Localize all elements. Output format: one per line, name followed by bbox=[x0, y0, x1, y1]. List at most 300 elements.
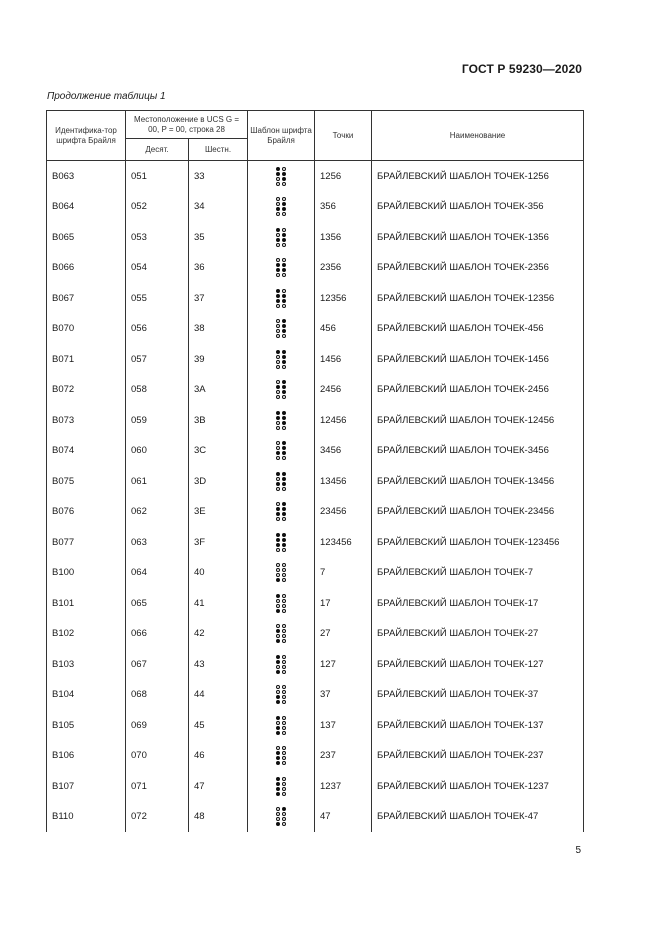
braille-dot bbox=[276, 695, 280, 699]
cell-name: БРАЙЛЕВСКИЙ ШАБЛОН ТОЧЕК-1256 bbox=[372, 161, 584, 192]
cell-name: БРАЙЛЕВСКИЙ ШАБЛОН ТОЧЕК-356 bbox=[372, 192, 584, 223]
cell-dec: 056 bbox=[126, 314, 189, 345]
cell-name: БРАЙЛЕВСКИЙ ШАБЛОН ТОЧЕК-123456 bbox=[372, 527, 584, 558]
braille-dot bbox=[276, 761, 280, 765]
table-row bbox=[47, 314, 584, 345]
table-row bbox=[47, 527, 584, 558]
cell-dec: 055 bbox=[126, 283, 189, 314]
cell-dots: 7 bbox=[315, 558, 372, 589]
cell-dec: 052 bbox=[126, 192, 189, 223]
braille-dot bbox=[276, 624, 280, 628]
braille-dot bbox=[282, 604, 286, 608]
braille-dot bbox=[282, 365, 286, 369]
braille-dot bbox=[276, 721, 280, 725]
cell-name: БРАЙЛЕВСКИЙ ШАБЛОН ТОЧЕК-2456 bbox=[372, 375, 584, 406]
braille-dot bbox=[282, 411, 286, 415]
cell-name: БРАЙЛЕВСКИЙ ШАБЛОН ТОЧЕК-2356 bbox=[372, 253, 584, 284]
braille-dot bbox=[282, 629, 286, 633]
cell-hex: 3F bbox=[189, 527, 248, 558]
cell-dots: 237 bbox=[315, 741, 372, 772]
braille-dot bbox=[276, 228, 280, 232]
braille-dot bbox=[282, 517, 286, 521]
cell-pattern bbox=[248, 802, 315, 833]
braille-dot bbox=[276, 756, 280, 760]
braille-dot bbox=[282, 202, 286, 206]
header-dec: Десят. bbox=[126, 139, 189, 161]
cell-dec: 061 bbox=[126, 466, 189, 497]
braille-dot bbox=[276, 446, 280, 450]
braille-dot bbox=[276, 268, 280, 272]
cell-dots: 23456 bbox=[315, 497, 372, 528]
braille-dot bbox=[282, 787, 286, 791]
cell-pattern bbox=[248, 619, 315, 650]
cell-pattern bbox=[248, 222, 315, 253]
braille-pattern-icon bbox=[276, 441, 287, 461]
braille-dot bbox=[276, 182, 280, 186]
braille-dot bbox=[276, 726, 280, 730]
braille-dot bbox=[282, 446, 286, 450]
cell-hex: 35 bbox=[189, 222, 248, 253]
braille-dot bbox=[282, 695, 286, 699]
braille-dot bbox=[276, 385, 280, 389]
cell-id: B103 bbox=[47, 649, 126, 680]
braille-pattern-icon bbox=[276, 563, 287, 583]
cell-pattern bbox=[248, 344, 315, 375]
cell-pattern bbox=[248, 314, 315, 345]
cell-dec: 064 bbox=[126, 558, 189, 589]
cell-pattern bbox=[248, 161, 315, 192]
cell-name: БРАЙЛЕВСКИЙ ШАБЛОН ТОЧЕК-7 bbox=[372, 558, 584, 589]
braille-dot bbox=[282, 502, 286, 506]
cell-id: B063 bbox=[47, 161, 126, 192]
braille-dot bbox=[276, 563, 280, 567]
table-row bbox=[47, 649, 584, 680]
braille-dot bbox=[282, 385, 286, 389]
braille-dot bbox=[282, 487, 286, 491]
cell-dots: 3456 bbox=[315, 436, 372, 467]
table-row bbox=[47, 619, 584, 650]
cell-name: БРАЙЛЕВСКИЙ ШАБЛОН ТОЧЕК-27 bbox=[372, 619, 584, 650]
cell-name: БРАЙЛЕВСКИЙ ШАБЛОН ТОЧЕК-23456 bbox=[372, 497, 584, 528]
braille-pattern-icon bbox=[276, 319, 287, 339]
cell-pattern bbox=[248, 405, 315, 436]
braille-dot bbox=[276, 319, 280, 323]
table-row bbox=[47, 741, 584, 772]
braille-dot bbox=[282, 258, 286, 262]
table-row bbox=[47, 283, 584, 314]
braille-dot bbox=[276, 451, 280, 455]
cell-dots: 2356 bbox=[315, 253, 372, 284]
braille-dot bbox=[282, 812, 286, 816]
cell-id: B102 bbox=[47, 619, 126, 650]
table-row bbox=[47, 588, 584, 619]
braille-dot bbox=[282, 573, 286, 577]
braille-dot bbox=[276, 594, 280, 598]
braille-dot bbox=[282, 289, 286, 293]
braille-dot bbox=[276, 817, 280, 821]
braille-dot bbox=[276, 634, 280, 638]
braille-table bbox=[46, 110, 584, 832]
braille-pattern-icon bbox=[276, 258, 287, 278]
braille-dot bbox=[282, 634, 286, 638]
header-dots: Точки bbox=[315, 111, 372, 161]
cell-dec: 057 bbox=[126, 344, 189, 375]
table-row bbox=[47, 710, 584, 741]
braille-dot bbox=[276, 416, 280, 420]
table-row bbox=[47, 771, 584, 802]
cell-hex: 39 bbox=[189, 344, 248, 375]
braille-dot bbox=[276, 258, 280, 262]
cell-dec: 065 bbox=[126, 588, 189, 619]
braille-dot bbox=[276, 782, 280, 786]
braille-pattern-icon bbox=[276, 776, 287, 796]
cell-dots: 137 bbox=[315, 710, 372, 741]
braille-pattern-icon bbox=[276, 227, 287, 247]
braille-dot bbox=[276, 304, 280, 308]
braille-pattern-icon bbox=[276, 532, 287, 552]
braille-dot bbox=[276, 395, 280, 399]
table-row bbox=[47, 253, 584, 284]
cell-name: БРАЙЛЕВСКИЙ ШАБЛОН ТОЧЕК-127 bbox=[372, 649, 584, 680]
braille-dot bbox=[276, 324, 280, 328]
braille-dot bbox=[276, 233, 280, 237]
table-row bbox=[47, 222, 584, 253]
braille-dot bbox=[282, 355, 286, 359]
braille-dot bbox=[282, 207, 286, 211]
cell-dots: 1256 bbox=[315, 161, 372, 192]
table-row bbox=[47, 344, 584, 375]
braille-dot bbox=[276, 273, 280, 277]
braille-dot bbox=[276, 426, 280, 430]
cell-id: B110 bbox=[47, 802, 126, 833]
cell-dots: 17 bbox=[315, 588, 372, 619]
braille-dot bbox=[276, 538, 280, 542]
braille-dot bbox=[282, 685, 286, 689]
cell-hex: 47 bbox=[189, 771, 248, 802]
cell-id: B066 bbox=[47, 253, 126, 284]
braille-dot bbox=[282, 817, 286, 821]
cell-dec: 053 bbox=[126, 222, 189, 253]
braille-pattern-icon bbox=[276, 288, 287, 308]
cell-pattern bbox=[248, 680, 315, 711]
table-row bbox=[47, 436, 584, 467]
braille-dot bbox=[282, 334, 286, 338]
braille-dot bbox=[282, 319, 286, 323]
braille-dot bbox=[276, 716, 280, 720]
braille-dot bbox=[276, 202, 280, 206]
braille-dot bbox=[282, 543, 286, 547]
table-row bbox=[47, 466, 584, 497]
cell-pattern bbox=[248, 771, 315, 802]
braille-dot bbox=[276, 670, 280, 674]
cell-hex: 42 bbox=[189, 619, 248, 650]
cell-hex: 3D bbox=[189, 466, 248, 497]
braille-dot bbox=[282, 390, 286, 394]
braille-dot bbox=[276, 573, 280, 577]
cell-name: БРАЙЛЕВСКИЙ ШАБЛОН ТОЧЕК-1237 bbox=[372, 771, 584, 802]
braille-dot bbox=[282, 822, 286, 826]
cell-pattern bbox=[248, 283, 315, 314]
cell-pattern bbox=[248, 192, 315, 223]
braille-dot bbox=[276, 533, 280, 537]
cell-dots: 127 bbox=[315, 649, 372, 680]
cell-dec: 069 bbox=[126, 710, 189, 741]
cell-hex: 38 bbox=[189, 314, 248, 345]
braille-dot bbox=[282, 268, 286, 272]
braille-dot bbox=[276, 299, 280, 303]
cell-name: БРАЙЛЕВСКИЙ ШАБЛОН ТОЧЕК-456 bbox=[372, 314, 584, 345]
braille-dot bbox=[282, 731, 286, 735]
braille-dot bbox=[276, 380, 280, 384]
braille-dot bbox=[282, 273, 286, 277]
cell-name: БРАЙЛЕВСКИЙ ШАБЛОН ТОЧЕК-1356 bbox=[372, 222, 584, 253]
braille-dot bbox=[282, 670, 286, 674]
cell-id: B076 bbox=[47, 497, 126, 528]
braille-dot bbox=[276, 599, 280, 603]
cell-dec: 060 bbox=[126, 436, 189, 467]
braille-dot bbox=[276, 212, 280, 216]
braille-dot bbox=[282, 360, 286, 364]
braille-dot bbox=[282, 426, 286, 430]
cell-pattern bbox=[248, 253, 315, 284]
cell-hex: 37 bbox=[189, 283, 248, 314]
braille-pattern-icon bbox=[276, 380, 287, 400]
table-row bbox=[47, 161, 584, 192]
braille-dot bbox=[276, 482, 280, 486]
braille-dot bbox=[276, 609, 280, 613]
braille-dot bbox=[276, 751, 280, 755]
cell-id: B071 bbox=[47, 344, 126, 375]
cell-id: B101 bbox=[47, 588, 126, 619]
table-row bbox=[47, 680, 584, 711]
cell-id: B105 bbox=[47, 710, 126, 741]
braille-dot bbox=[282, 665, 286, 669]
braille-dot bbox=[276, 365, 280, 369]
braille-dot bbox=[276, 243, 280, 247]
cell-hex: 45 bbox=[189, 710, 248, 741]
braille-pattern-icon bbox=[276, 502, 287, 522]
cell-pattern bbox=[248, 649, 315, 680]
braille-dot bbox=[282, 329, 286, 333]
braille-dot bbox=[282, 568, 286, 572]
braille-dot bbox=[276, 172, 280, 176]
cell-dots: 456 bbox=[315, 314, 372, 345]
header-id: Идентифика-тор шрифта Брайля bbox=[47, 111, 126, 161]
braille-dot bbox=[282, 324, 286, 328]
cell-name: БРАЙЛЕВСКИЙ ШАБЛОН ТОЧЕК-17 bbox=[372, 588, 584, 619]
braille-dot bbox=[276, 177, 280, 181]
braille-dot bbox=[282, 441, 286, 445]
header-pattern: Шаблон шрифта Брайля bbox=[248, 111, 315, 161]
braille-dot bbox=[282, 395, 286, 399]
braille-dot bbox=[282, 700, 286, 704]
braille-dot bbox=[282, 350, 286, 354]
cell-pattern bbox=[248, 527, 315, 558]
cell-name: БРАЙЛЕВСКИЙ ШАБЛОН ТОЧЕК-47 bbox=[372, 802, 584, 833]
cell-id: B065 bbox=[47, 222, 126, 253]
braille-pattern-icon bbox=[276, 715, 287, 735]
braille-dot bbox=[282, 563, 286, 567]
braille-dot bbox=[282, 639, 286, 643]
cell-dec: 067 bbox=[126, 649, 189, 680]
braille-dot bbox=[282, 416, 286, 420]
braille-dot bbox=[282, 751, 286, 755]
cell-hex: 3E bbox=[189, 497, 248, 528]
cell-name: БРАЙЛЕВСКИЙ ШАБЛОН ТОЧЕК-137 bbox=[372, 710, 584, 741]
braille-dot bbox=[276, 665, 280, 669]
cell-id: B100 bbox=[47, 558, 126, 589]
braille-dot bbox=[282, 304, 286, 308]
braille-dot bbox=[282, 756, 286, 760]
cell-id: B070 bbox=[47, 314, 126, 345]
braille-dot bbox=[282, 451, 286, 455]
braille-dot bbox=[282, 263, 286, 267]
table-caption: Продолжение таблицы 1 bbox=[47, 91, 166, 102]
cell-id: B073 bbox=[47, 405, 126, 436]
cell-pattern bbox=[248, 466, 315, 497]
braille-dot bbox=[276, 167, 280, 171]
cell-dots: 12456 bbox=[315, 405, 372, 436]
braille-dot bbox=[276, 477, 280, 481]
cell-hex: 3B bbox=[189, 405, 248, 436]
cell-dec: 068 bbox=[126, 680, 189, 711]
braille-dot bbox=[282, 472, 286, 476]
braille-dot bbox=[282, 243, 286, 247]
table-body bbox=[47, 161, 584, 833]
braille-pattern-icon bbox=[276, 685, 287, 705]
cell-pattern bbox=[248, 588, 315, 619]
header-name: Наименование bbox=[372, 111, 584, 161]
cell-pattern bbox=[248, 741, 315, 772]
cell-hex: 3C bbox=[189, 436, 248, 467]
braille-pattern-icon bbox=[276, 166, 287, 186]
braille-dot bbox=[282, 782, 286, 786]
cell-dec: 066 bbox=[126, 619, 189, 650]
cell-hex: 40 bbox=[189, 558, 248, 589]
braille-pattern-icon bbox=[276, 471, 287, 491]
cell-dots: 1237 bbox=[315, 771, 372, 802]
braille-dot bbox=[276, 685, 280, 689]
cell-hex: 43 bbox=[189, 649, 248, 680]
braille-dot bbox=[282, 294, 286, 298]
braille-dot bbox=[276, 355, 280, 359]
braille-dot bbox=[282, 777, 286, 781]
braille-dot bbox=[276, 441, 280, 445]
cell-pattern bbox=[248, 558, 315, 589]
braille-dot bbox=[276, 207, 280, 211]
braille-dot bbox=[282, 538, 286, 542]
cell-hex: 46 bbox=[189, 741, 248, 772]
braille-dot bbox=[276, 512, 280, 516]
braille-dot bbox=[282, 167, 286, 171]
braille-dot bbox=[276, 568, 280, 572]
braille-dot bbox=[276, 294, 280, 298]
braille-dot bbox=[276, 655, 280, 659]
cell-id: B075 bbox=[47, 466, 126, 497]
braille-dot bbox=[282, 380, 286, 384]
cell-dots: 2456 bbox=[315, 375, 372, 406]
cell-pattern bbox=[248, 497, 315, 528]
header-hex: Шестн. bbox=[189, 139, 248, 161]
braille-dot bbox=[282, 721, 286, 725]
braille-dot bbox=[282, 807, 286, 811]
cell-id: B106 bbox=[47, 741, 126, 772]
braille-dot bbox=[282, 233, 286, 237]
braille-dot bbox=[276, 517, 280, 521]
cell-id: B077 bbox=[47, 527, 126, 558]
cell-dec: 051 bbox=[126, 161, 189, 192]
cell-dots: 47 bbox=[315, 802, 372, 833]
braille-dot bbox=[276, 604, 280, 608]
braille-dot bbox=[276, 629, 280, 633]
cell-dec: 054 bbox=[126, 253, 189, 284]
braille-dot bbox=[282, 182, 286, 186]
braille-dot bbox=[282, 228, 286, 232]
cell-dots: 1356 bbox=[315, 222, 372, 253]
cell-name: БРАЙЛЕВСКИЙ ШАБЛОН ТОЧЕК-12356 bbox=[372, 283, 584, 314]
cell-pattern bbox=[248, 436, 315, 467]
braille-dot bbox=[276, 639, 280, 643]
document-code: ГОСТ Р 59230—2020 bbox=[461, 62, 582, 76]
cell-id: B067 bbox=[47, 283, 126, 314]
braille-dot bbox=[282, 761, 286, 765]
cell-dots: 27 bbox=[315, 619, 372, 650]
cell-name: БРАЙЛЕВСКИЙ ШАБЛОН ТОЧЕК-37 bbox=[372, 680, 584, 711]
cell-hex: 3A bbox=[189, 375, 248, 406]
braille-pattern-icon bbox=[276, 654, 287, 674]
braille-dot bbox=[276, 700, 280, 704]
table-row bbox=[47, 405, 584, 436]
cell-hex: 41 bbox=[189, 588, 248, 619]
braille-pattern-icon bbox=[276, 410, 287, 430]
cell-hex: 48 bbox=[189, 802, 248, 833]
cell-id: B107 bbox=[47, 771, 126, 802]
cell-dec: 070 bbox=[126, 741, 189, 772]
braille-dot bbox=[276, 360, 280, 364]
cell-name: БРАЙЛЕВСКИЙ ШАБЛОН ТОЧЕК-13456 bbox=[372, 466, 584, 497]
braille-pattern-icon bbox=[276, 593, 287, 613]
table-row bbox=[47, 558, 584, 589]
cell-pattern bbox=[248, 375, 315, 406]
cell-dec: 059 bbox=[126, 405, 189, 436]
braille-dot bbox=[282, 716, 286, 720]
braille-dot bbox=[282, 177, 286, 181]
cell-dots: 37 bbox=[315, 680, 372, 711]
braille-dot bbox=[276, 507, 280, 511]
cell-name: БРАЙЛЕВСКИЙ ШАБЛОН ТОЧЕК-1456 bbox=[372, 344, 584, 375]
braille-dot bbox=[282, 609, 286, 613]
braille-dot bbox=[276, 690, 280, 694]
braille-dot bbox=[276, 812, 280, 816]
braille-dot bbox=[276, 502, 280, 506]
cell-dec: 072 bbox=[126, 802, 189, 833]
page-number: 5 bbox=[575, 845, 581, 856]
cell-dots: 12356 bbox=[315, 283, 372, 314]
cell-id: B064 bbox=[47, 192, 126, 223]
braille-dot bbox=[282, 578, 286, 582]
braille-dot bbox=[276, 350, 280, 354]
braille-dot bbox=[282, 172, 286, 176]
braille-dot bbox=[282, 594, 286, 598]
braille-dot bbox=[282, 660, 286, 664]
braille-dot bbox=[282, 792, 286, 796]
cell-id: B104 bbox=[47, 680, 126, 711]
braille-dot bbox=[282, 482, 286, 486]
cell-id: B074 bbox=[47, 436, 126, 467]
braille-pattern-icon bbox=[276, 746, 287, 766]
braille-dot bbox=[282, 690, 286, 694]
braille-pattern-icon bbox=[276, 807, 287, 827]
